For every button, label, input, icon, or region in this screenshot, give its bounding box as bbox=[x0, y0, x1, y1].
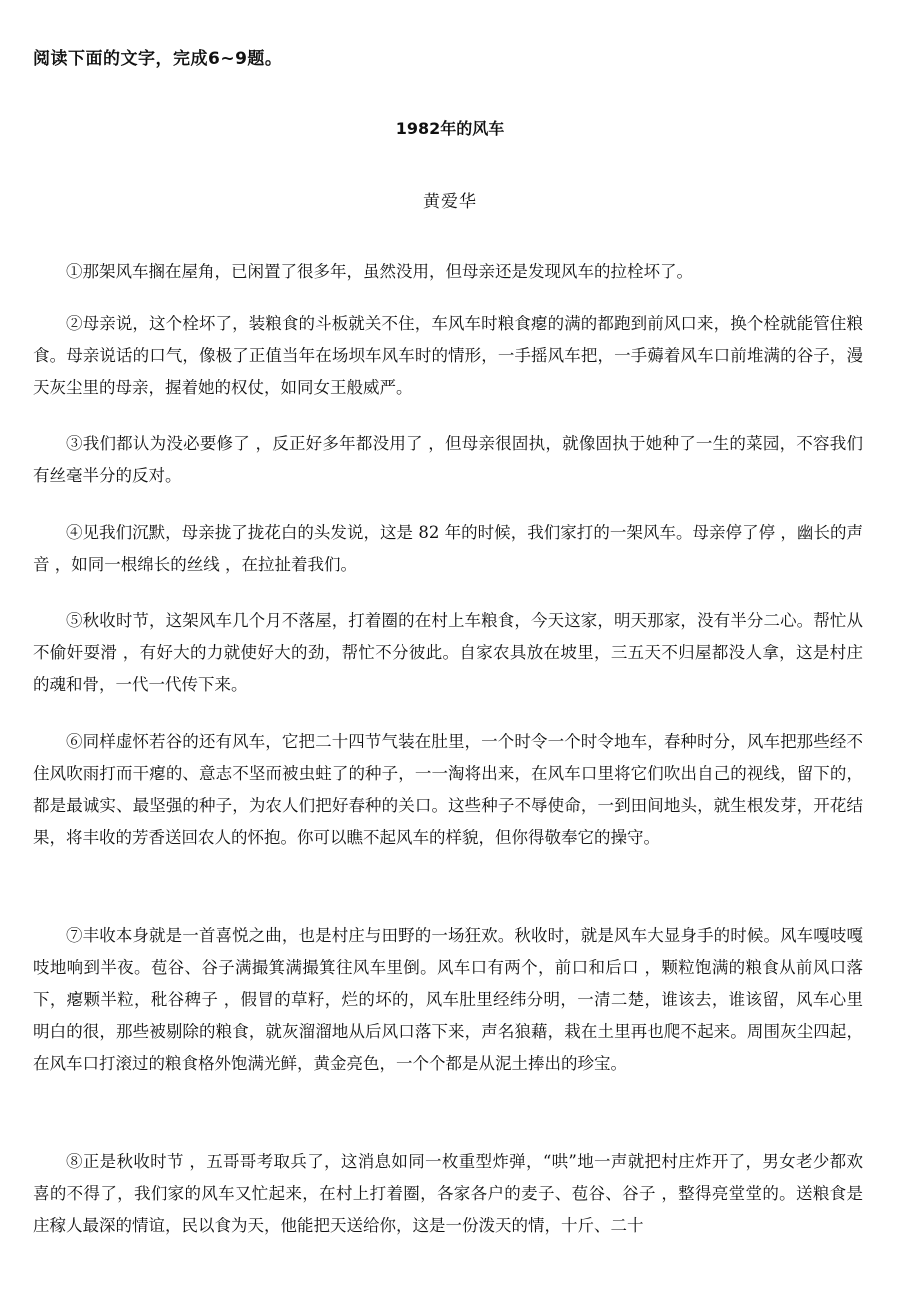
reading-instruction: 阅读下面的文字，完成6~9题。 bbox=[33, 49, 283, 69]
article-author: 黄爱华 bbox=[423, 192, 477, 212]
paragraph-2: ②母亲说，这个栓坏了，装粮食的斗板就关不住，车风车时粮食瘪的满的都跑到前风口来，换个栓就能管住粮食。母亲说话的口气，像极了正值当年在场坝车风车时的情形，一手摇风车把，一手薅着风车口前堆满的谷子，漫天灰尘里的母亲，握着她的权仗，如同女王般威严。 bbox=[33, 314, 863, 397]
paragraph-8: ⑧正是秋收时节 ，五哥哥考取兵了，这消息如同一枚重型炸弹，“哄”地一声就把村庄炸开了，男女老少都欢喜的不得了，我们家的风车又忙起来，在村上打着圈，各家各户的麦子、苞谷、谷子 ，整得亮堂堂的。送粮食是庄稼人最深的情谊，民以食为天，他能把天送给你，这是一份泼天的情，十斤、二十 bbox=[33, 1152, 863, 1235]
paragraph-7: ⑦丰收本身就是一首喜悦之曲，也是村庄与田野的一场狂欢。秋收时，就是风车大显身手的时候。风车嘎吱嘎吱地响到半夜。苞谷、谷子满撮箕满撮箕往风车里倒。风车口有两个，前口和后口 ，颗粒饱满的粮食从前风口落下，瘪颗半粒，秕谷稗子 ，假冒的草籽，烂的坏的，风车肚里经纬分明，一清二楚，谁该去，谁该留，风车心里明白的很，那些被剔除的粮食，就灰溜溜地从后风口落下来，声名狼藉，栽在土里再也爬不起来。周围灰尘四起，在风车口打滚过的粮食格外饱满光鲜，黄金亮色，一个个都是从泥土捧出的珍宝。 bbox=[33, 926, 863, 1073]
paragraph-3: ③我们都认为没必要修了 ，反正好多年都没用了 ，但母亲很固执，就像固执于她种了一生的菜园，不容我们有丝毫半分的反对。 bbox=[33, 434, 863, 485]
paragraph-4: ④见我们沉默，母亲拢了拢花白的头发说，这是 82 年的时候，我们家打的一架风车。母亲停了停 ，幽长的声音 ，如同一根绵长的丝线 ，在拉扯着我们。 bbox=[33, 523, 863, 574]
paragraph-6: ⑥同样虚怀若谷的还有风车，它把二十四节气装在肚里，一个时令一个时令地车，春种时分，风车把那些经不住风吹雨打而干瘪的、意志不坚而被虫蛀了的种子，一一淘将出来，在风车口里将它们吹出自己的视线，留下的，都是最诚实、最坚强的种子，为农人们把好春种的关口。这些种子不辱使命，一到田间地头，就生根发芽，开花结果，将丰收的芳香送回农人的怀抱。你可以瞧不起风车的样貌，但你得敬奉它的操守。 bbox=[33, 732, 863, 847]
paragraph-5: ⑤秋收时节，这架风车几个月不落屋，打着圈的在村上车粮食，今天这家，明天那家，没有半分二心。帮忙从不偷奸耍滑 ，有好大的力就使好大的劲，帮忙不分彼此。自家农具放在坡里，三五天不归屋都没人拿，这是村庄的魂和骨，一代一代传下来。 bbox=[33, 611, 863, 694]
paragraph-1: ①那架风车搁在屋角，已闲置了很多年，虽然没用，但母亲还是发现风车的拉栓坏了。 bbox=[66, 262, 693, 281]
article-title: 1982年的风车 bbox=[395, 119, 505, 138]
